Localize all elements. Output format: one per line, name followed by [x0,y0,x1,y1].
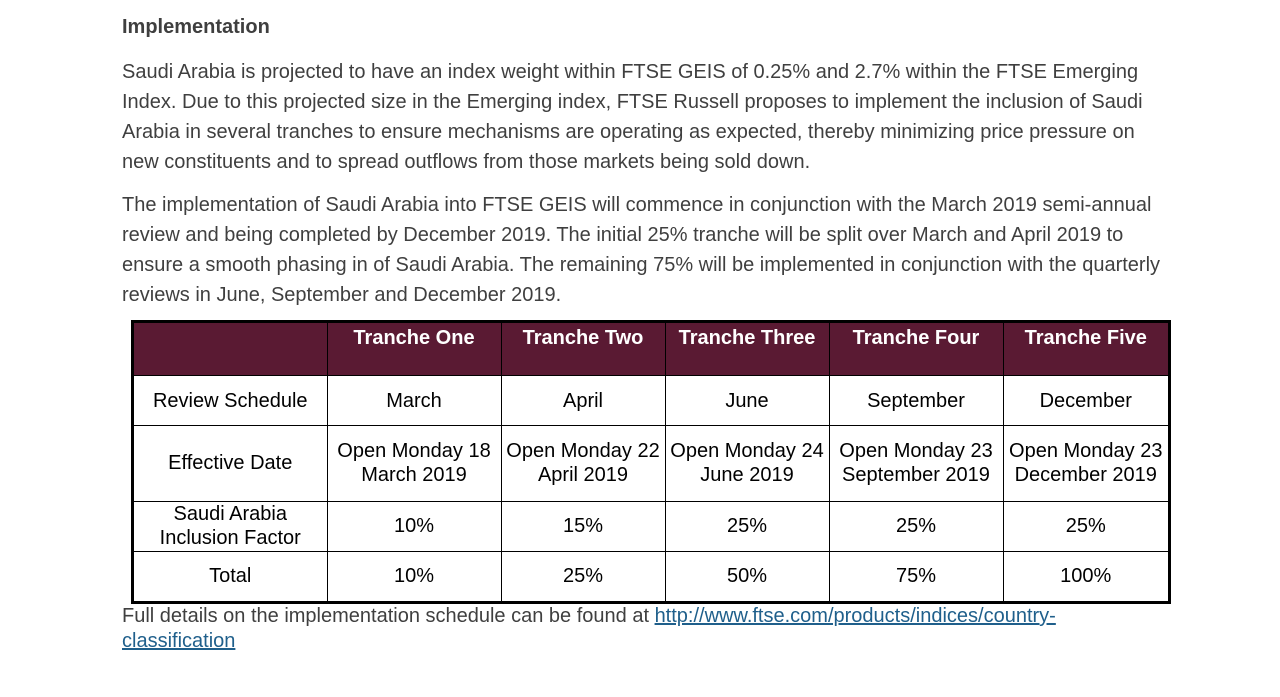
row-label: Saudi Arabia Inclusion Factor [134,501,327,551]
table-row-inclusion-factor [134,501,1168,551]
table-row-effective-date [134,426,1168,501]
table-cell: Open Monday 22 April 2019 [501,426,665,501]
table-cell: September [829,376,1003,426]
table-cell: Open Monday 24 June 2019 [665,426,829,501]
header-tranche-one: Tranche One [327,323,501,376]
table-cell: March [327,376,501,426]
row-label: Total [134,551,327,601]
table-cell: 15% [501,501,665,551]
table-cell: Open Monday 23 December 2019 [1003,426,1168,501]
table-cell: 75% [829,551,1003,601]
paragraph-index-weight: Saudi Arabia is projected to have an index weight within FTSE GEIS of 0.25% and 2.7% within the FTSE Emerging Index. Due to this projected size in the Emerging index, FTSE Russell proposes to implement the inclusion of Saudi Arabia in several tranches to ensure mechanisms are operating as expected, thereby minimizing price pressure on new constituents and to spread outflows from those markets being sold down. [122,61,1143,173]
table-cell: 25% [1003,501,1168,551]
table-cell: June [665,376,829,426]
table-cell: 25% [665,501,829,551]
table-cell: 25% [829,501,1003,551]
row-label: Review Schedule [134,376,327,426]
table-cell: 10% [327,501,501,551]
table-cell: 25% [501,551,665,601]
paragraph-implementation-timeline: The implementation of Saudi Arabia into FTSE GEIS will commence in conjunction with the March 2019 semi-annual review and being completed by December 2019. The initial 25% tranche will be split over March and April 2019 to ensure a smooth phasing in of Saudi Arabia. The remaining 75% will be implemented in conjunction with the quarterly reviews in June, September and December 2019. [122,194,1161,306]
table-cell: 100% [1003,551,1168,601]
header-tranche-three: Tranche Three [665,323,829,376]
row-label: Effective Date [134,426,327,501]
table-cell: Open Monday 23 September 2019 [829,426,1003,501]
footer-text: Full details on the implementation schedule can be found at [122,605,655,627]
table-header-row [134,323,1168,376]
table-cell: December [1003,376,1168,426]
section-heading: Implementation [122,16,270,38]
table-cell: April [501,376,665,426]
footer-note [122,604,1152,654]
header-tranche-two: Tranche Two [501,323,665,376]
header-empty-cell [134,323,327,376]
tranche-schedule-table [131,320,1171,604]
header-tranche-five: Tranche Five [1003,323,1168,376]
table-cell: Open Monday 18 March 2019 [327,426,501,501]
table-cell: 50% [665,551,829,601]
country-classification-link[interactable]: http://www.ftse.com/products/indices/country-classification [122,605,1056,652]
table-row-review-schedule [134,376,1168,426]
header-tranche-four: Tranche Four [829,323,1003,376]
table-cell: 10% [327,551,501,601]
table-row-total [134,551,1168,601]
